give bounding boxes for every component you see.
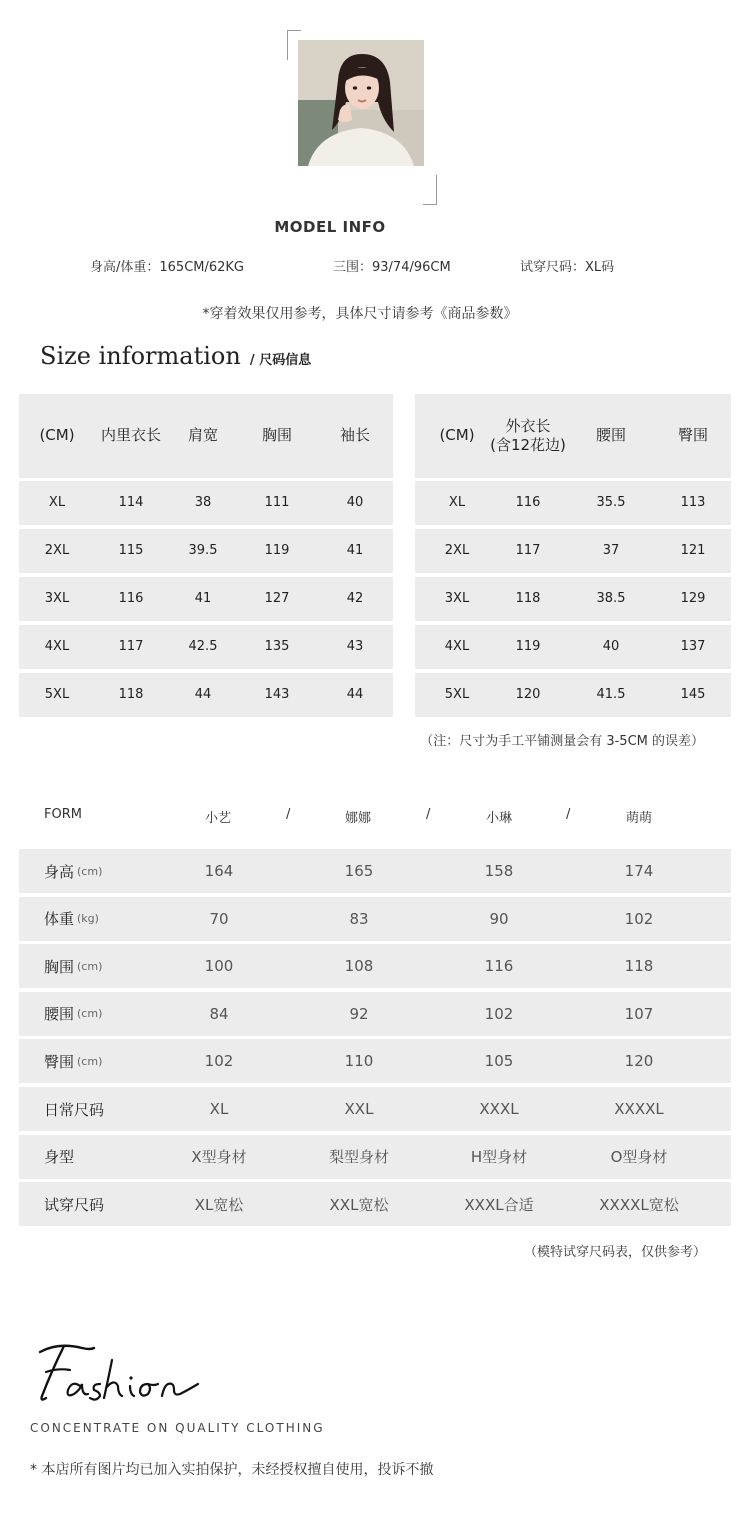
size-table-cell: 119	[264, 542, 290, 558]
size-table-header-cell: 腰围	[595, 426, 626, 445]
copyright-notice: * 本店所有图片均已加入实拍保护，未经授权擅自使用，投诉不撤	[30, 1462, 434, 1478]
size-table-row	[415, 625, 731, 669]
size-table-row	[19, 625, 393, 669]
form-row-value: 102	[204, 1052, 234, 1071]
form-row-label	[44, 1135, 74, 1179]
form-row-value: H型身材	[470, 1148, 528, 1167]
form-row-unit: (kg)	[77, 912, 99, 926]
form-row	[19, 992, 731, 1036]
size-table-row	[415, 577, 731, 621]
form-model-name: 小琳	[486, 811, 513, 826]
size-table-cell: 42.5	[188, 638, 218, 654]
form-row-label-text: 体重	[44, 910, 75, 929]
form-separator: /	[286, 807, 291, 822]
form-row-label-text: 腰围	[44, 1005, 75, 1024]
form-row-value: XXXL合适	[464, 1195, 534, 1214]
size-table-cell: 137	[680, 638, 706, 654]
form-row-value: 70	[209, 909, 229, 928]
form-row-value: 164	[204, 862, 234, 880]
form-row-value: XXL宽松	[329, 1195, 389, 1214]
size-table-cell: XL	[448, 494, 466, 510]
size-table-cell: 42	[346, 590, 364, 606]
model-photo	[298, 40, 424, 166]
form-row-value: XL	[209, 1100, 229, 1118]
size-table-cell: 120	[515, 686, 541, 702]
size-table-cell: 129	[680, 590, 706, 606]
size-table-cell: 43	[346, 638, 364, 654]
size-table-cell: 38.5	[596, 590, 626, 606]
form-row-value: O型身材	[610, 1148, 668, 1167]
form-row-unit: (cm)	[77, 959, 103, 973]
form-row-label-text: 身型	[44, 1148, 75, 1167]
form-header	[0, 807, 750, 829]
size-table-row	[19, 577, 393, 621]
size-table-cell: 116	[515, 494, 541, 510]
size-table-cell: 114	[118, 494, 144, 510]
form-row-label	[44, 992, 102, 1036]
form-row-value: XL宽松	[194, 1195, 244, 1214]
model-photo-frame	[287, 30, 437, 205]
size-table-cell: 39.5	[188, 542, 218, 558]
size-table-cell: 135	[264, 638, 290, 654]
size-table-header-cell: 胸围	[261, 426, 292, 445]
size-table-header-cell: 肩宽	[187, 426, 218, 445]
form-row-value: XXXXL	[614, 1100, 664, 1118]
size-table-cell: 4XL	[444, 638, 470, 654]
size-table-cell: 44	[194, 686, 212, 702]
size-table-cell: 143	[264, 686, 290, 702]
size-table-cell: 3XL	[44, 590, 70, 606]
outer-size-table	[415, 394, 731, 718]
form-row-value: XXXXL宽松	[599, 1195, 679, 1214]
measure-note: （注：尺寸为手工平铺测量会有 3-5CM 的误差）	[420, 734, 704, 749]
size-heading-en: Size information	[40, 342, 241, 370]
size-table-cell: 5XL	[44, 686, 70, 702]
fit-disclaimer: *穿着效果仅用参考，具体尺寸请参考《商品参数》	[202, 306, 518, 322]
form-model-name: 小艺	[205, 811, 232, 826]
form-model-name: 萌萌	[626, 811, 653, 826]
size-table-cell: 40	[602, 638, 620, 654]
size-table-row	[19, 529, 393, 573]
form-row-value: 105	[484, 1052, 514, 1071]
form-row-label-text: 胸围	[44, 957, 75, 976]
size-table-header-cell: 外衣长 (含12花边)	[490, 416, 566, 454]
size-table-cell: 44	[346, 686, 364, 702]
size-table-header-cell: 臀围	[677, 426, 708, 445]
form-row	[19, 849, 731, 893]
form-row-label	[44, 897, 99, 941]
form-row-value: 174	[624, 862, 654, 880]
form-row	[19, 944, 731, 988]
inner-size-table	[19, 394, 393, 718]
form-row-label-text: 试穿尺码	[44, 1195, 105, 1214]
size-table-cell: 145	[680, 686, 706, 702]
size-table-cell: 41	[346, 542, 364, 558]
size-heading-cn: / 尺码信息	[249, 353, 312, 368]
size-table-cell: 2XL	[44, 542, 70, 558]
size-table-cell: 117	[118, 638, 144, 654]
size-table-cell: 118	[118, 686, 144, 702]
form-row-value: XXL	[344, 1100, 374, 1118]
form-row-value: 118	[624, 957, 654, 976]
form-row-value: 107	[624, 1004, 654, 1023]
form-row-label-text: 身高	[44, 862, 75, 881]
size-table-row	[415, 673, 731, 717]
size-table-cell: 4XL	[44, 638, 70, 654]
form-row	[19, 1039, 731, 1083]
size-table-header-cell: 袖长	[339, 426, 370, 445]
form-row-value: 158	[484, 862, 514, 880]
size-table-row	[415, 529, 731, 573]
form-row-value: XXXL	[479, 1100, 519, 1118]
form-row-label	[44, 1039, 102, 1083]
size-table-cell: 127	[264, 590, 290, 606]
size-table-header-row	[415, 394, 731, 478]
form-row-value: 90	[489, 909, 509, 928]
form-row-label-text: 臀围	[44, 1052, 75, 1071]
form-row-label	[44, 849, 102, 893]
size-table-cell: 38	[194, 494, 212, 510]
form-row-value: 102	[484, 1004, 514, 1023]
form-row-value: X型身材	[191, 1148, 247, 1167]
size-table-cell: 118	[515, 590, 541, 606]
model-try-size: 试穿尺码：XL码	[520, 260, 615, 275]
size-table-cell: 41.5	[596, 686, 626, 702]
form-row-value: 84	[209, 1004, 229, 1023]
brand-tagline: CONCENTRATE ON QUALITY CLOTHING	[30, 1421, 325, 1435]
size-table-cell: 116	[118, 590, 144, 606]
size-table-row	[415, 481, 731, 525]
size-table-cell: 113	[680, 494, 706, 510]
model-height-weight: 身高/体重：165CM/62KG	[90, 260, 245, 275]
form-row-label-text: 日常尺码	[44, 1100, 105, 1119]
form-row-label	[44, 944, 102, 988]
size-table-cell: 111	[264, 494, 290, 510]
model-info-title: MODEL INFO	[274, 218, 386, 236]
size-table-cell: 121	[680, 542, 706, 558]
form-row	[19, 1135, 731, 1179]
form-row-value: 116	[484, 957, 514, 976]
size-information-heading	[40, 342, 311, 370]
form-separator: /	[426, 807, 431, 822]
form-row-unit: (cm)	[77, 1054, 103, 1068]
form-row-value: 165	[344, 862, 374, 880]
form-row	[19, 1182, 731, 1226]
size-table-cell: 115	[118, 542, 144, 558]
size-table-cell: 3XL	[444, 590, 470, 606]
form-row-value: 120	[624, 1052, 654, 1071]
size-table-row	[19, 673, 393, 717]
form-row	[19, 897, 731, 941]
size-table-cell: 5XL	[444, 686, 470, 702]
form-row-value: 83	[349, 909, 369, 928]
size-table-header-cell: (CM)	[39, 426, 75, 445]
form-row-unit: (cm)	[77, 1007, 103, 1021]
form-row-value: 110	[344, 1052, 374, 1071]
form-row-label	[44, 1087, 104, 1131]
form-row-label	[44, 1182, 104, 1226]
form-label: FORM	[44, 807, 82, 822]
form-row-value: 102	[624, 909, 654, 928]
form-note: （模特试穿尺码表，仅供参考）	[523, 1245, 706, 1260]
frame-corner-bottom-right	[423, 175, 437, 205]
size-table-header-row	[19, 394, 393, 478]
size-table-row	[19, 481, 393, 525]
form-row	[19, 1087, 731, 1131]
size-table-header-cell: (CM)	[439, 426, 475, 445]
size-table-cell: 37	[602, 542, 620, 558]
form-row-value: 92	[349, 1004, 369, 1023]
form-separator: /	[566, 807, 571, 822]
form-row-value: 梨型身材	[328, 1148, 389, 1167]
fashion-logo	[38, 1340, 208, 1410]
form-row-unit: (cm)	[77, 864, 103, 878]
size-table-cell: 41	[194, 590, 212, 606]
size-table-cell: 40	[346, 494, 364, 510]
size-table-cell: 119	[515, 638, 541, 654]
model-measurements: 三围：93/74/96CM	[333, 260, 451, 275]
form-model-name: 娜娜	[345, 811, 372, 826]
size-table-cell: XL	[48, 494, 66, 510]
size-table-cell: 35.5	[596, 494, 626, 510]
size-table-header-cell: 内里衣长	[100, 426, 161, 445]
form-row-value: 108	[344, 957, 374, 976]
size-table-cell: 117	[515, 542, 541, 558]
form-row-value: 100	[204, 957, 234, 976]
size-table-cell: 2XL	[444, 542, 470, 558]
